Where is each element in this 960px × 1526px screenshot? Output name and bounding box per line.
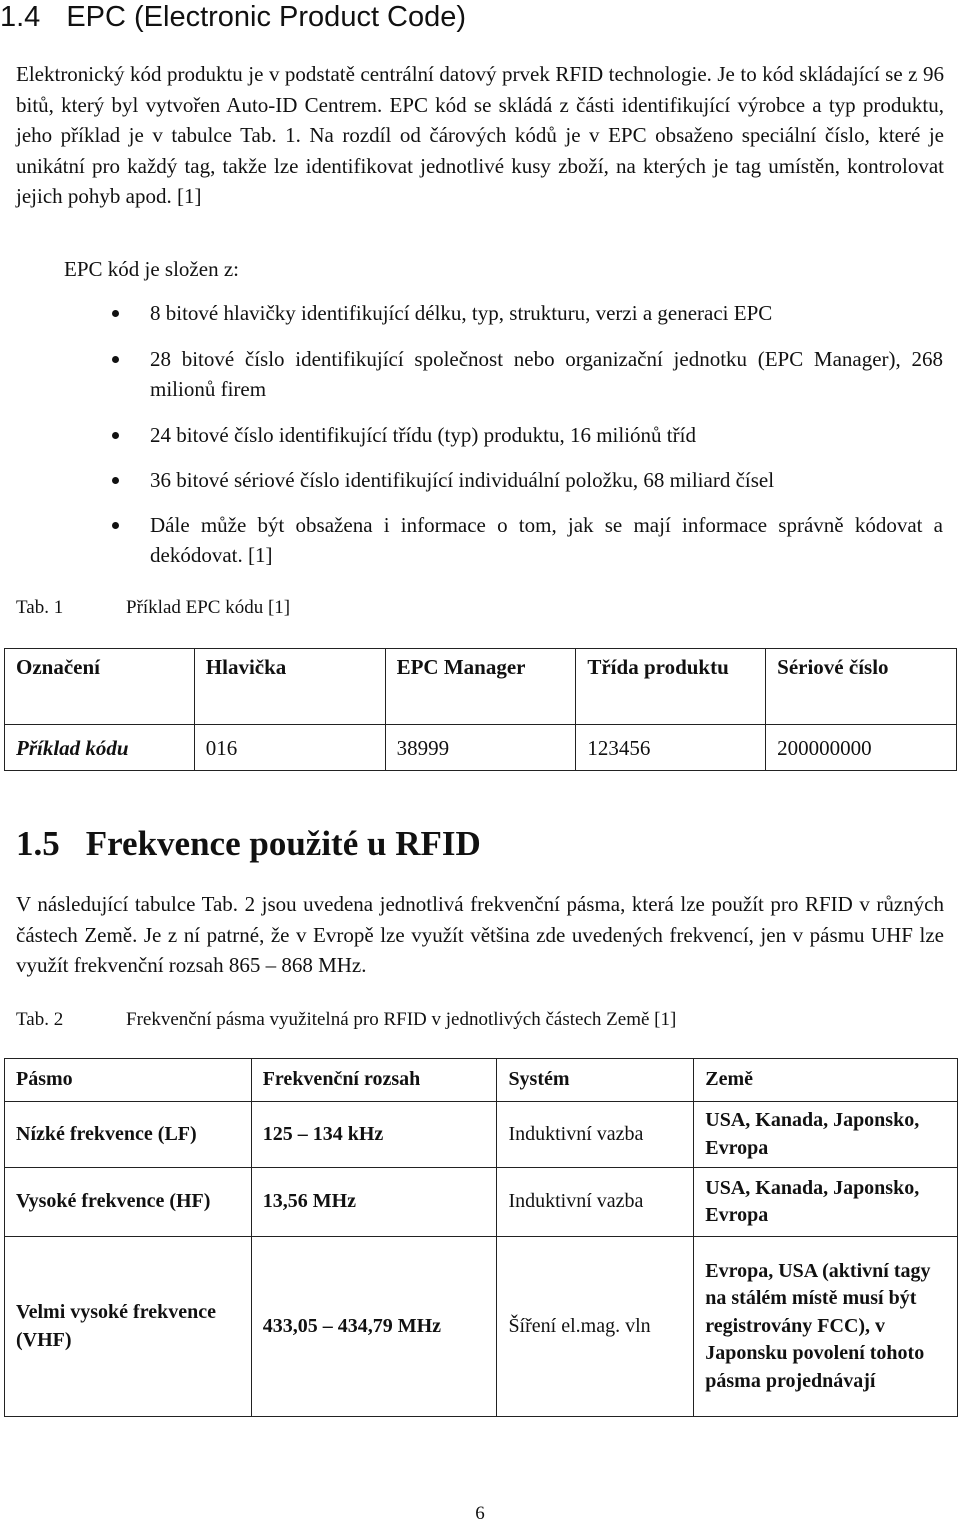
section-number: 1.5 (16, 824, 60, 863)
table-cell: 38999 (385, 725, 576, 771)
section-heading-1-5 (16, 822, 481, 866)
bullet-icon (112, 477, 119, 484)
list-item-text: 8 bitové hlavičky identifikující délku, typ, strukturu, verzi a generaci EPC (150, 301, 773, 325)
table-row (5, 1237, 958, 1417)
list-item (150, 344, 943, 404)
table-cell: USA, Kanada, Japonsko, Evropa (694, 1102, 958, 1168)
composition-lead: EPC kód je složen z: (64, 257, 239, 281)
frequency-paragraph: V následující tabulce Tab. 2 jsou uvedena jednotlivá frekvenční pásma, která lze použít pro RFID v různých částech Země. Je z ní patrné, že v Evropě lze využít většina zde uvedených frekvencí, jen v pásmu UHF lze využít frekvenční rozsah 865 – 868 MHz. (16, 892, 944, 978)
table-header-cell: Označení (5, 649, 195, 725)
table-cell: Induktivní vazba (497, 1102, 694, 1168)
table-cell: Šíření el.mag. vln (497, 1237, 694, 1417)
table-header-cell: Frekvenční rozsah (251, 1059, 497, 1102)
list-item-text: 36 bitové sériové číslo identifikující individuální položku, 68 miliard čísel (150, 468, 775, 492)
list-item-text: 28 bitové číslo identifikující společnost nebo organizační jednotku (EPC Manager), 268 milionů firem (150, 347, 943, 401)
section-title: Frekvence použité u RFID (85, 824, 481, 863)
table-cell: 016 (194, 725, 385, 771)
list-item (150, 420, 943, 450)
table-header-cell: Systém (497, 1059, 694, 1102)
table-header-cell: EPC Manager (385, 649, 576, 725)
table-header-cell: Hlavička (194, 649, 385, 725)
table2-caption-text: Frekvenční pásma využitelná pro RFID v jednotlivých částech Země [1] (126, 1009, 677, 1030)
table-cell: USA, Kanada, Japonsko, Evropa (694, 1168, 958, 1237)
table-row (5, 1168, 958, 1237)
table-cell: Induktivní vazba (497, 1168, 694, 1237)
table-header-row (5, 1059, 958, 1102)
table2-caption-label: Tab. 2 (16, 1009, 64, 1030)
table-cell: Vysoké frekvence (HF) (5, 1168, 252, 1237)
list-item-text: 24 bitové číslo identifikující třídu (typ) produktu, 16 miliónů tříd (150, 423, 696, 447)
epc-example-table (4, 648, 957, 771)
table-header-row (5, 649, 957, 725)
bullet-icon (112, 432, 119, 439)
frequency-bands-table (4, 1058, 958, 1417)
section-number: 1.4 (0, 1, 41, 33)
table-header-cell: Sériové číslo (766, 649, 957, 725)
table-cell: Nízké frekvence (LF) (5, 1102, 252, 1168)
page-number: 6 (475, 1503, 485, 1524)
table-header-cell: Třída produktu (576, 649, 766, 725)
table-cell: Velmi vysoké frekvence (VHF) (5, 1237, 252, 1417)
table-header-cell: Pásmo (5, 1059, 252, 1102)
intro-paragraph: Elektronický kód produktu je v podstatě centrální datový prvek RFID technologie. Je to kód skládající se z 96 bitů, který byl vytvořen Auto-ID Centrem. EPC kód se skládá z části identifikující výrobce a typ produktu, jeho příklad je v tabulce Tab. 1. Na rozdíl od čárových kódů je v EPC obsaženo speciální číslo, které je unikátní pro každý tag, takže lze identifikovat jednotlivé kusy zboží, na kterých je tag umístěn, kontrolovat jejich pohyb apod. [1] (16, 62, 944, 209)
section-title: EPC (Electronic Product Code) (66, 1, 467, 33)
table-cell: Evropa, USA (aktivní tagy na stálém místě musí být registrovány FCC), v Japonsku povolení tohoto pásma projednávají (694, 1237, 958, 1417)
table-cell: 200000000 (766, 725, 957, 771)
list-item (150, 298, 943, 328)
table-cell: 125 – 134 kHz (251, 1102, 497, 1168)
bullet-icon (112, 310, 119, 317)
bullet-icon (112, 522, 119, 529)
list-item-text: Dále může být obsažena i informace o tom, jak se mají informace správně kódovat a dekódovat. [1] (150, 513, 943, 567)
table1-caption-text: Příklad EPC kódu [1] (126, 597, 291, 618)
table-row (5, 1102, 958, 1168)
table-cell: 433,05 – 434,79 MHz (251, 1237, 497, 1417)
table-cell: 13,56 MHz (251, 1168, 497, 1237)
table-header-cell: Země (694, 1059, 958, 1102)
table1-caption-label: Tab. 1 (16, 597, 64, 618)
table-row (5, 725, 957, 771)
table-cell: Příklad kódu (5, 725, 195, 771)
bullet-icon (112, 356, 119, 363)
table-cell: 123456 (576, 725, 766, 771)
list-item (150, 465, 943, 495)
section-heading-1-4 (0, 0, 466, 34)
list-item (150, 510, 943, 570)
